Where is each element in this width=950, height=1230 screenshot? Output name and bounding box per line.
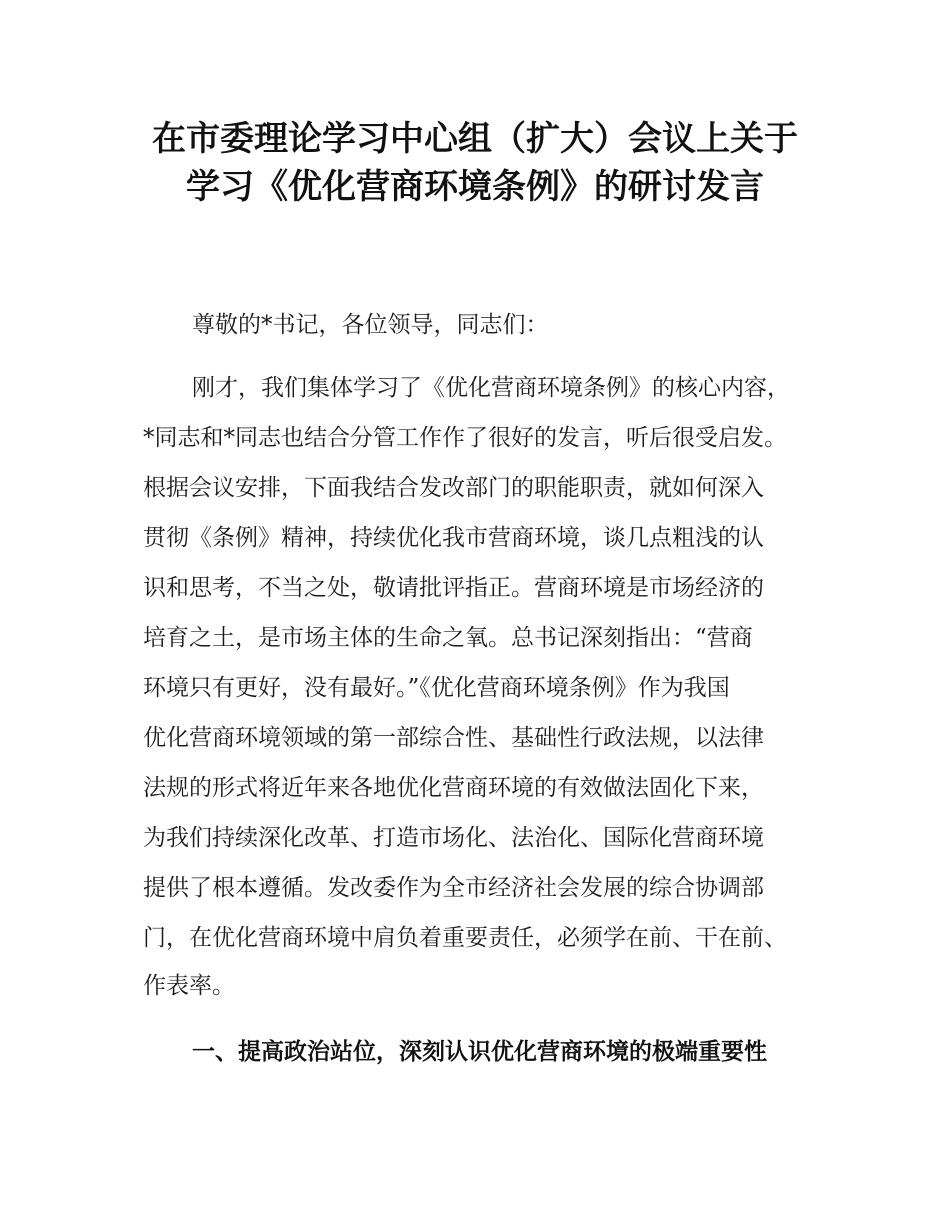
paragraph-line-5: 识和思考，不当之处，敬请批评指正。营商环境是市场经济的 bbox=[143, 575, 764, 601]
paragraph-line-2: *同志和*同志也结合分管工作作了很好的发言，听后很受启发。 bbox=[143, 425, 787, 451]
paragraph-line-9: 法规的形式将近年来各地优化营商环境的有效做法固化下来， bbox=[143, 775, 764, 801]
section-heading: 一、提高政治站位，深刻认识优化营商环境的极端重要性 bbox=[192, 1039, 767, 1065]
document-title-line-2: 学习《优化营商环境条例》的研讨发言 bbox=[186, 167, 764, 207]
paragraph-line-8: 优化营商环境领域的第一部综合性、基础性行政法规，以法律 bbox=[143, 725, 764, 751]
paragraph-line-3: 根据会议安排，下面我结合发改部门的职能职责，就如何深入 bbox=[143, 475, 764, 501]
paragraph-line-10: 为我们持续深化改革、打造市场化、法治化、国际化营商环境 bbox=[143, 825, 764, 851]
paragraph-line-11: 提供了根本遵循。发改委作为全市经济社会发展的综合协调部 bbox=[143, 875, 764, 901]
paragraph-line-4: 贯彻《条例》精神，持续优化我市营商环境，谈几点粗浅的认 bbox=[143, 525, 764, 551]
paragraph-line-13: 作表率。 bbox=[143, 973, 235, 999]
document-title-line-1: 在市委理论学习中心组（扩大）会议上关于 bbox=[152, 119, 798, 159]
paragraph-line-6: 培育之土，是市场主体的生命之氧。总书记深刻指出：“营商 bbox=[143, 625, 753, 651]
paragraph-line-1: 刚才，我们集体学习了《优化营商环境条例》的核心内容， bbox=[192, 375, 790, 401]
paragraph-line-12: 门，在优化营商环境中肩负着重要责任，必须学在前、干在前、 bbox=[143, 925, 787, 951]
salutation: 尊敬的*书记，各位领导，同志们： bbox=[192, 312, 549, 338]
paragraph-line-7: 环境只有更好，没有最好。”《优化营商环境条例》作为我国 bbox=[143, 675, 730, 701]
